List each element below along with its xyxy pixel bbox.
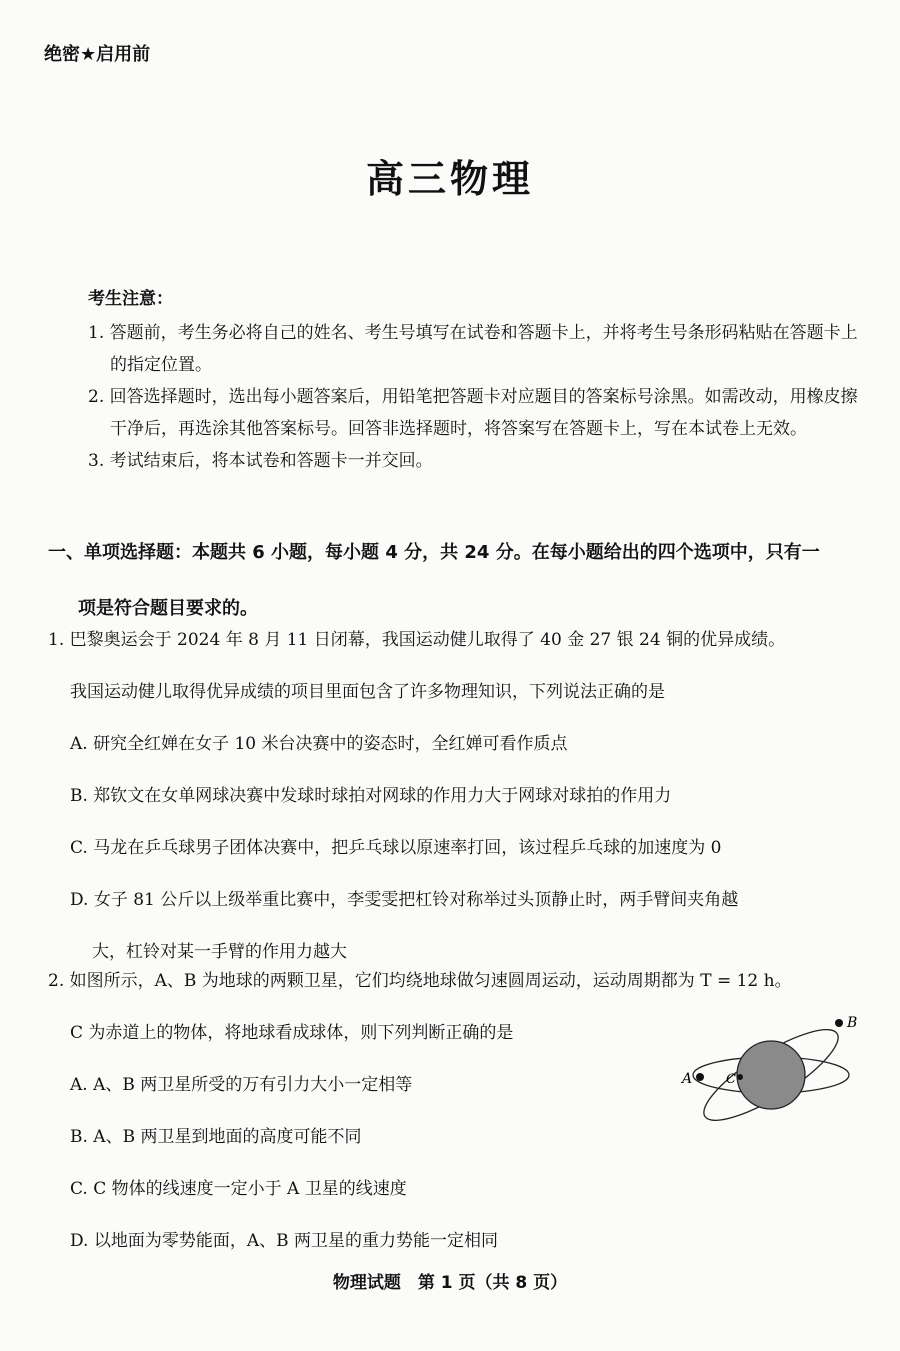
satellite-a-dot xyxy=(696,1073,704,1081)
object-c-dot xyxy=(737,1074,743,1080)
satellite-b-dot xyxy=(835,1019,843,1027)
option-c: C. 马龙在乒乓球男子团体决赛中，把乒乓球以原速率打回，该过程乒乓球的加速度为 0 xyxy=(70,838,722,858)
notice-item: 2. 回答选择题时，选出每小题答案后，用铅笔把答题卡对应题目的答案标号涂黑。如需改动，用橡皮擦干净后，再选涂其他答案标号。回答非选择题时，将答案写在答题卡上，写在本试卷上无效。 xyxy=(88,387,858,439)
satellite-orbit-figure xyxy=(674,1005,864,1135)
label-c: C xyxy=(726,1072,736,1087)
question-stem: 我国运动健儿取得优异成绩的项目里面包含了许多物理知识，下列说法正确的是 xyxy=(70,682,665,702)
option-b: B. 郑钦文在女单网球决赛中发球时球拍对网球的作用力大于网球对球拍的作用力 xyxy=(70,786,672,806)
page-title: 高三物理 xyxy=(365,157,534,201)
section-heading-line: 项是符合题目要求的。 xyxy=(78,598,258,619)
label-a: A xyxy=(682,1071,693,1087)
option-d-continued: 大，杠铃对某一手臂的作用力越大 xyxy=(92,942,347,962)
exam-notice xyxy=(88,283,868,477)
option-c: C. C 物体的线速度一定小于 A 卫星的线速度 xyxy=(70,1179,407,1199)
question-stem: 2. 如图所示，A、B 为地球的两颗卫星，它们均绕地球做匀速圆周运动，运动周期都为 T = 12 h。 xyxy=(48,971,792,991)
question-1 xyxy=(48,614,868,978)
section-heading-line: 一、单项选择题：本题共 6 小题，每小题 4 分，共 24 分。在每小题给出的四个选项中，只有一 xyxy=(48,542,820,563)
notice-item: 1. 答题前，考生务必将自己的姓名、考生号填写在试卷和答题卡上，并将考生号条形码粘贴在答题卡上的指定位置。 xyxy=(88,323,858,375)
option-a: A. A、B 两卫星所受的万有引力大小一定相等 xyxy=(70,1075,413,1095)
page-footer: 物理试题 第 1 页（共 8 页） xyxy=(332,1273,568,1293)
option-d: D. 以地面为零势能面，A、B 两卫星的重力势能一定相同 xyxy=(70,1231,499,1251)
question-stem: 1. 巴黎奥运会于 2024 年 8 月 11 日闭幕，我国运动健儿取得了 40 金 27 银 24 铜的优异成绩。 xyxy=(48,630,786,650)
earth-circle xyxy=(737,1041,805,1109)
label-b: B xyxy=(847,1015,858,1031)
confidential-mark: 绝密★启用前 xyxy=(44,44,151,65)
notice-heading: 考生注意： xyxy=(88,289,173,309)
notice-item: 3. 考试结束后，将本试卷和答题卡一并交回。 xyxy=(88,451,433,471)
option-a: A. 研究全红婵在女子 10 米台决赛中的姿态时，全红婵可看作质点 xyxy=(70,734,568,754)
option-d: D. 女子 81 公斤以上级举重比赛中，李雯雯把杠铃对称举过头顶静止时，两手臂间夹角越 xyxy=(70,890,739,910)
option-b: B. A、B 两卫星到地面的高度可能不同 xyxy=(70,1127,362,1147)
question-stem: C 为赤道上的物体，将地球看成球体，则下列判断正确的是 xyxy=(70,1023,514,1043)
